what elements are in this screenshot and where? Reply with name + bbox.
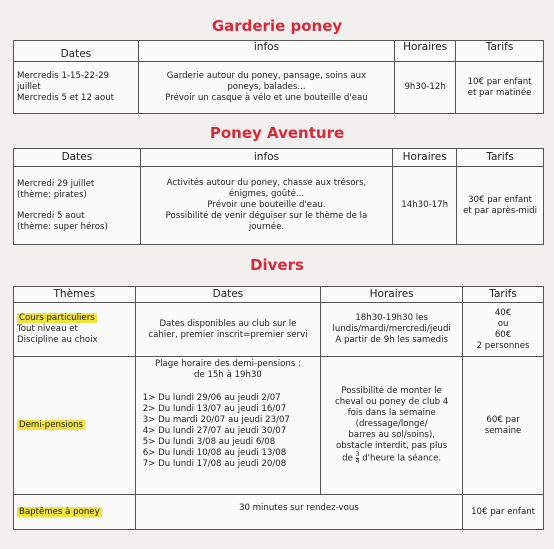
header-infos: infos: [140, 149, 392, 167]
horaire-line: barres au sol/soins),: [348, 430, 435, 441]
date-list-item: 3> Du mardi 20/07 au jeudi 23/07: [142, 415, 290, 425]
date-line: cahier, premier inscrit=premier servi: [148, 329, 308, 340]
info-line: journée.: [248, 222, 285, 232]
info-line: Prévoir un casque à vélo et une bouteille d'eau: [165, 93, 368, 103]
date-line: Mercredi 29 juillet: [17, 178, 95, 189]
header-tarifs: Tarifs: [456, 41, 544, 62]
horaires-cours: [321, 303, 463, 357]
date-line: Dates disponibles au club sur le: [159, 318, 297, 329]
aventure-row: [14, 167, 544, 245]
garderie-horaires: 9h30-12h: [395, 62, 456, 114]
aventure-horaires: 14h30-17h: [393, 167, 457, 245]
date-line: (thème: pirates): [17, 189, 87, 200]
date-list-item: 7> Du lundi 17/08 au jeudi 20/08: [142, 459, 287, 469]
theme-baptemes: [14, 495, 136, 530]
horaire-line-last: de $\frac{3}{4}$ d'heure la séance.: [342, 451, 442, 465]
header-horaires: Horaires: [321, 287, 463, 303]
theme-demi-pensions: [14, 357, 136, 495]
horaire-line: 18h30-19h30 les: [355, 313, 428, 323]
divers-row-cours: [14, 303, 544, 357]
horaire-line: fois dans la semaine: [347, 408, 436, 419]
section-title-divers: Divers: [250, 256, 304, 274]
horaires-demi-pensions: [321, 357, 463, 495]
tarif-line: semaine: [484, 425, 522, 436]
horaire-line: Possibilité de monter le: [341, 386, 442, 397]
header-themes: Thèmes: [14, 287, 136, 303]
aventure-dates: [14, 167, 141, 245]
info-line: énigmes, goûté...: [228, 189, 305, 199]
faded-background-text: [0, 0, 554, 16]
divers-row-baptemes: [14, 495, 544, 530]
date-line: Mercredis 1-15-22-29: [17, 71, 110, 81]
date-list-item: 4> Du lundi 27/07 au jeudi 30/07: [142, 426, 287, 436]
aventure-tarifs: [457, 167, 544, 245]
header-tarifs: Tarifs: [463, 287, 544, 303]
dates-baptemes: 30 minutes sur rendez-vous: [135, 495, 462, 530]
garderie-table: [13, 40, 544, 114]
date-list-item: 1> Du lundi 29/06 au jeudi 2/07: [142, 393, 281, 403]
tarifs-baptemes: 10€ par enfant: [463, 495, 544, 530]
tarif-line: et par après-midi: [463, 205, 538, 216]
theme-line: Tout niveau et: [17, 324, 78, 334]
divers-row-demi-pensions: [14, 357, 544, 495]
tarif-line: ou: [497, 318, 509, 329]
theme-highlight: Demi-pensions: [19, 420, 83, 430]
header-horaires: Horaires: [393, 149, 457, 167]
garderie-infos: [138, 62, 394, 114]
tarifs-demi-pensions: [463, 357, 544, 495]
divers-header-row: [14, 287, 544, 303]
aventure-header-row: [14, 149, 544, 167]
theme-highlight: Baptêmes à poney: [19, 506, 100, 517]
theme-cours: [14, 303, 136, 357]
horaire-line: (dressage/longe/: [355, 419, 428, 430]
date-list-item: 2> Du lundi 13/07 au jeudi 16/07: [142, 404, 287, 414]
tarif-line: 40€: [494, 307, 512, 318]
info-line: Activités autour du poney, chasse aux trésors,: [166, 178, 367, 188]
info-line: Possibilité de venir déguiser sur le thème de la: [165, 211, 368, 221]
tarif-line: et par matinée: [467, 87, 532, 98]
date-line: juillet: [17, 82, 41, 92]
date-list-item: 5> Du lundi 3/08 au jeudi 6/08: [142, 437, 276, 447]
horaire-line: A partir de 9h les samedis: [335, 335, 448, 345]
horaire-line: lundis/mardi/mercredi/jeudi: [332, 324, 451, 334]
date-line: Mercredis 5 et 12 aout: [17, 93, 115, 103]
garderie-dates: [14, 62, 139, 114]
divers-table: [13, 286, 544, 530]
theme-highlight: Cours particuliers: [19, 313, 95, 323]
aventure-infos: [140, 167, 392, 245]
date-line: (thème: super héros): [17, 221, 108, 232]
info-line: Garderie autour du poney, pansage, soins aux: [166, 71, 367, 81]
dates-cours: [135, 303, 320, 357]
tarif-line: 30€ par enfant: [468, 194, 533, 205]
horaire-line: cheval ou poney de club 4: [334, 397, 449, 408]
tarif-line: 2 personnes: [476, 340, 530, 351]
section-title-garderie: Garderie poney: [211, 17, 343, 35]
info-line: Prévoir une bouteille d'eau.: [207, 200, 326, 210]
date-line: Mercredi 5 aout: [17, 210, 85, 221]
header-tarifs: Tarifs: [457, 149, 544, 167]
tarifs-cours: [463, 303, 544, 357]
header-dates: Dates: [14, 41, 139, 62]
date-list-item: 6> Du lundi 10/08 au jeudi 13/08: [142, 448, 287, 458]
header-horaires: Horaires: [395, 41, 456, 62]
garderie-tarifs: [456, 62, 544, 114]
header-dates: Dates: [135, 287, 320, 303]
header-dates: Dates: [14, 149, 141, 167]
tarif-line: 60€ par: [486, 414, 520, 425]
date-intro-line: de 15h à 19h30: [193, 370, 262, 380]
tarif-line: 10€ par enfant: [467, 76, 532, 87]
section-title-aventure: Poney Aventure: [209, 124, 345, 142]
dates-demi-pensions: [135, 357, 320, 495]
fraction-three-quarters: $\frac{3}{4}$: [355, 451, 360, 465]
aventure-table: [13, 148, 544, 245]
info-line: poneys, balades...: [227, 82, 306, 92]
theme-line: Discipline au choix: [17, 335, 98, 345]
horaire-line: obstacle interdit, pas plus: [336, 441, 448, 452]
date-intro-line: Plage horaire des demi-pensions :: [154, 359, 301, 369]
tarif-line: 60€: [494, 329, 512, 340]
garderie-row: [14, 62, 544, 114]
header-infos: infos: [138, 41, 394, 62]
garderie-header-row: [14, 41, 544, 62]
